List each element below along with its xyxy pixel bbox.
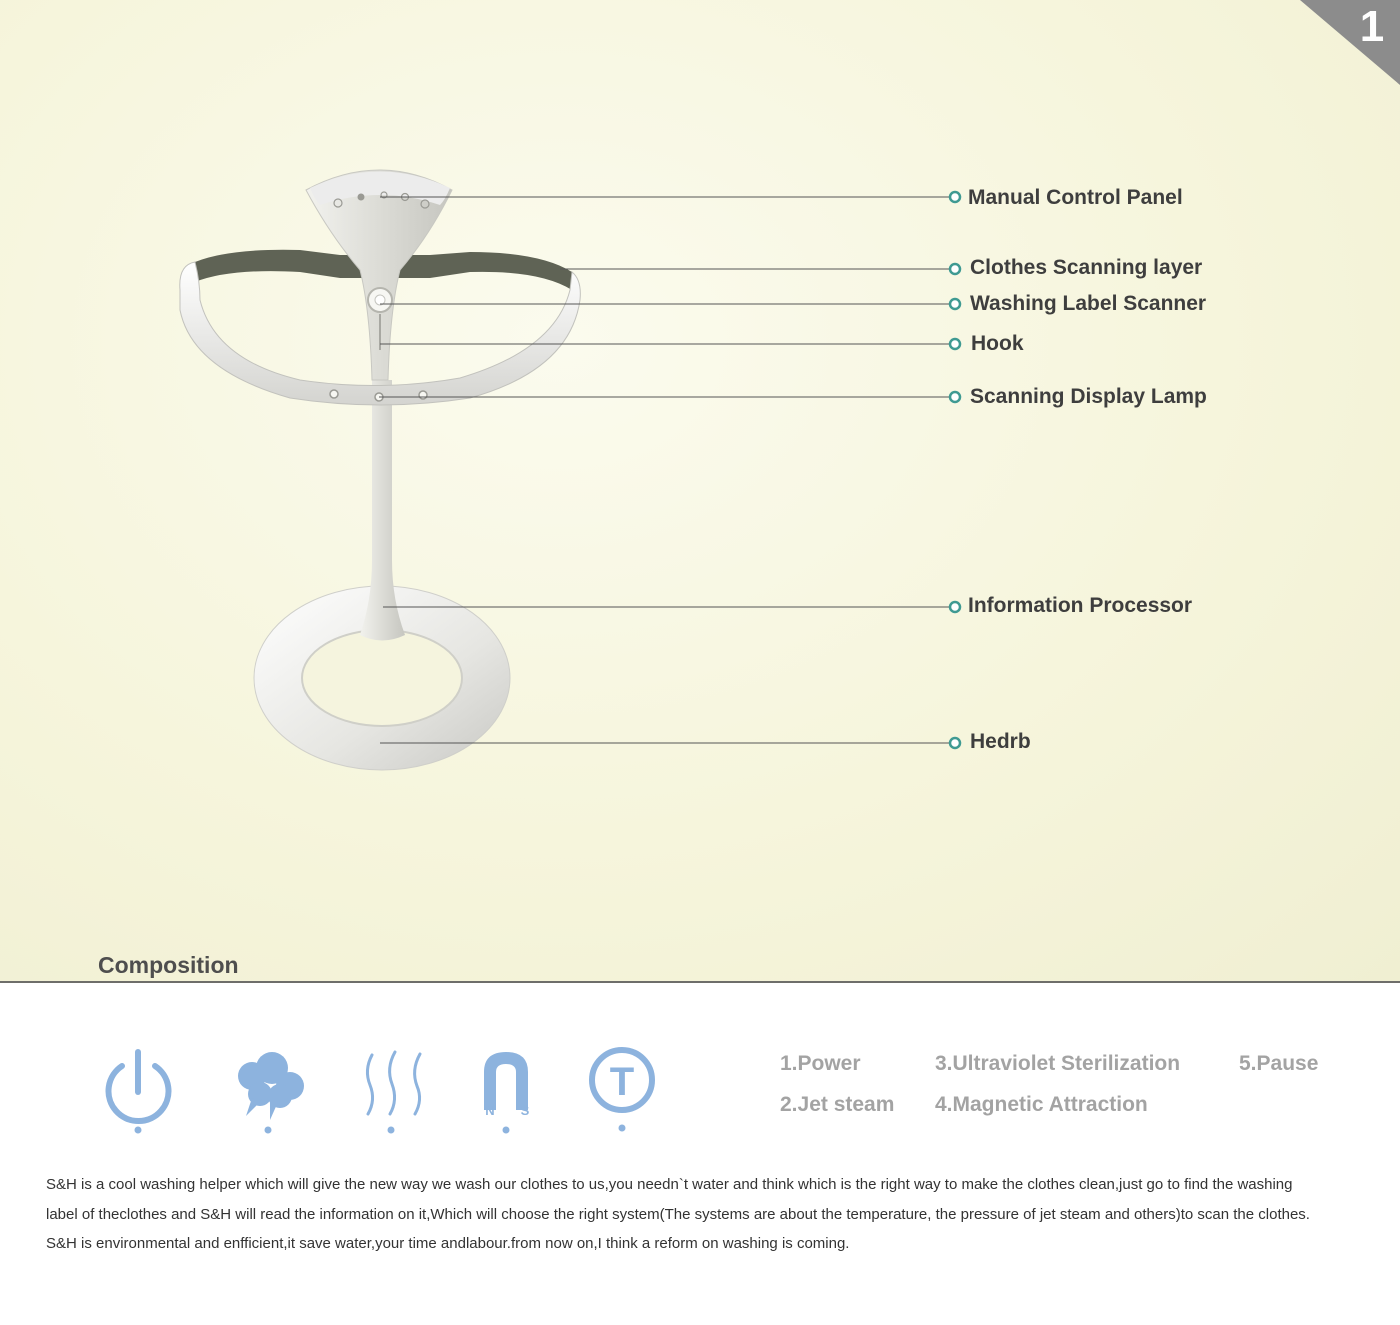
legend-pause: 5.Pause bbox=[1239, 1052, 1319, 1075]
callout-information-processor: Information Processor bbox=[968, 594, 1193, 617]
description-line: S&H is a cool washing helper which will give the new way we wash our clothes to us,you needn`t water and think which is the right way to make the clothes clean,just go to find the washing bbox=[46, 1176, 1293, 1193]
callout-washing-label-scanner: Washing Label Scanner bbox=[970, 292, 1207, 315]
uv-sterilization-icon bbox=[367, 1052, 420, 1134]
magnet-icon bbox=[484, 1052, 530, 1134]
magnet-n-letter: N bbox=[485, 1103, 495, 1118]
legend-power: 1.Power bbox=[780, 1052, 861, 1075]
pause-icon bbox=[592, 1050, 652, 1132]
product-description bbox=[46, 1170, 1376, 1259]
callout-manual-control-panel: Manual Control Panel bbox=[968, 186, 1183, 209]
callout-hedrb: Hedrb bbox=[970, 730, 1031, 753]
description-line: label of theclothes and S&H will read the information on it,Which will choose the right system(The systems are about the temperature, the pressure of jet steam and others)to scan the clothes. bbox=[46, 1205, 1310, 1223]
callout-clothes-scanning-layer: Clothes Scanning layer bbox=[970, 256, 1203, 279]
description-line: S&H is environmental and enfficient,it save water,your time andlabour.from now on,I think a reform on washing is coming. bbox=[46, 1235, 850, 1252]
section-title: Composition bbox=[98, 952, 239, 978]
section-divider bbox=[0, 981, 1400, 983]
legend-jet-steam: 2.Jet steam bbox=[780, 1093, 895, 1116]
callout-scanning-display-lamp: Scanning Display Lamp bbox=[970, 385, 1207, 408]
magnet-s-letter: S bbox=[520, 1103, 530, 1118]
function-icons bbox=[0, 1040, 700, 1150]
pause-letter: T bbox=[609, 1060, 635, 1104]
legend-magnetic-attraction: 4.Magnetic Attraction bbox=[935, 1093, 1148, 1116]
power-icon bbox=[109, 1052, 169, 1134]
jet-steam-icon bbox=[238, 1052, 304, 1134]
callout-hook: Hook bbox=[971, 332, 1024, 355]
callout-markers bbox=[950, 192, 960, 748]
legend-ultraviolet-sterilization: 3.Ultraviolet Sterilization bbox=[935, 1052, 1181, 1075]
page-number: 1 bbox=[1359, 2, 1385, 51]
